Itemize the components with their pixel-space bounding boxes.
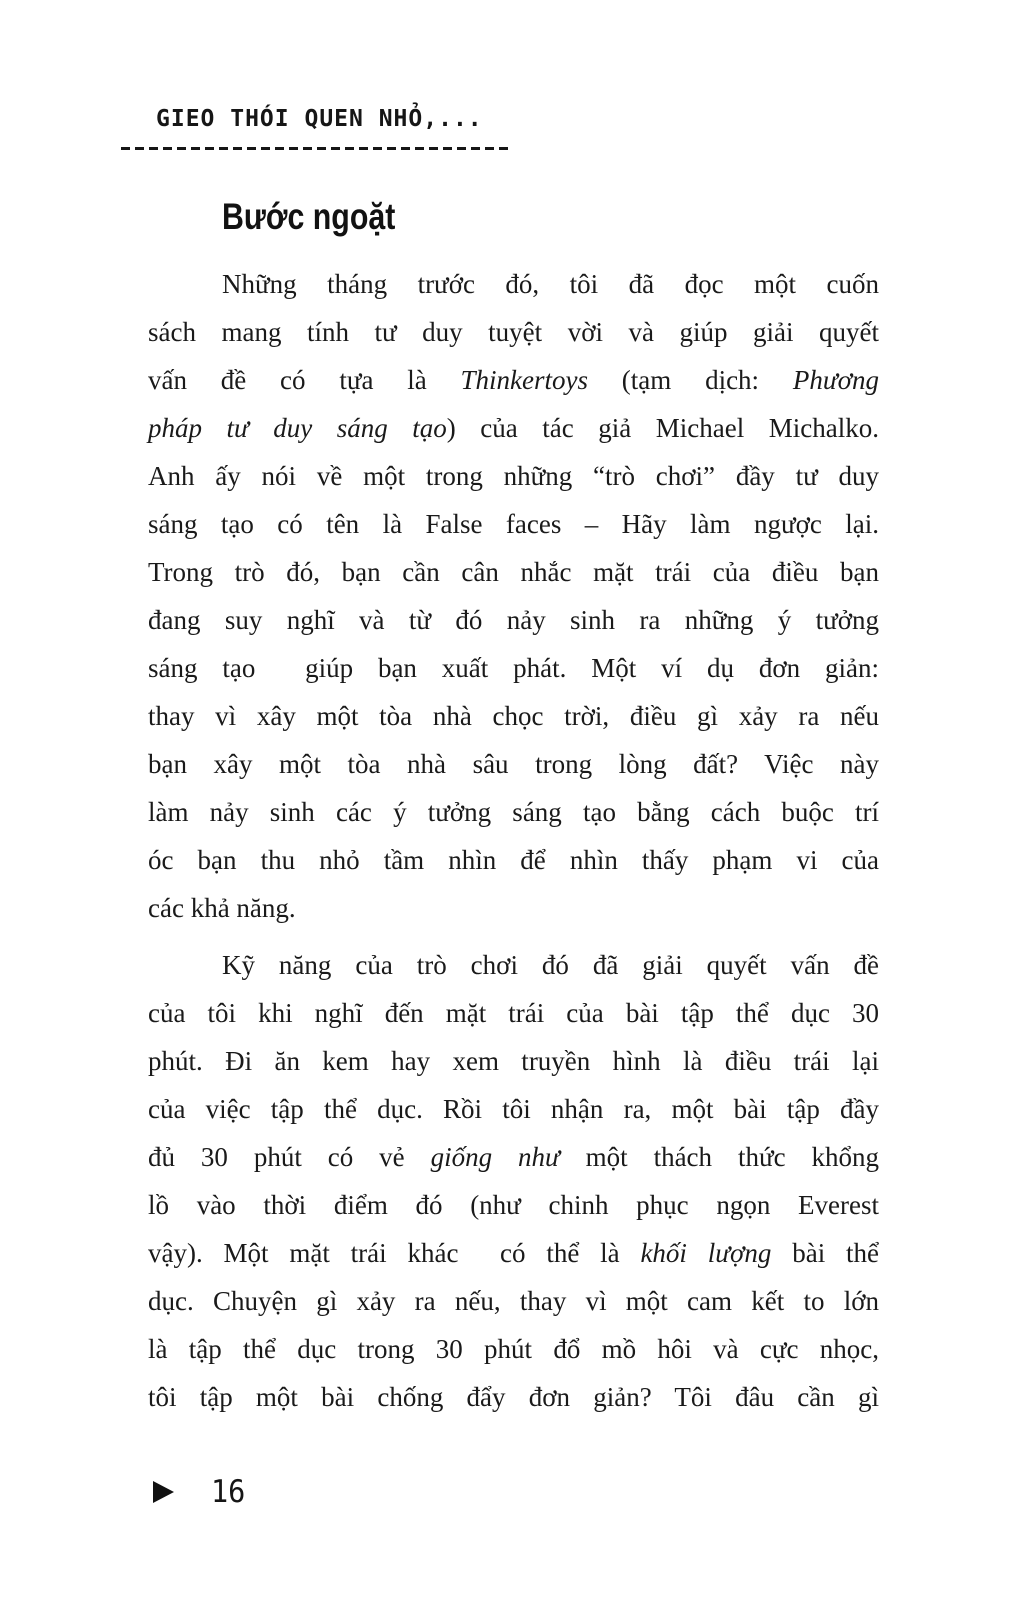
italic-text-segment: pháp tư duy sáng tạo [148,413,447,443]
text-segment: óc bạn thu nhỏ tầm nhìn để nhìn thấy phạm vi của [148,845,879,875]
text-segment: sáng tạo giúp bạn xuất phát. Một ví dụ đơn giản: [148,653,879,683]
section-heading: Bước ngoặt [222,196,396,237]
text-segment: là tập thể dục trong 30 phút đổ mồ hôi và cực nhọc, [148,1334,879,1364]
text-line [148,644,879,692]
text-segment: dục. Chuyện gì xảy ra nếu, thay vì một cam kết to lớn [148,1286,879,1316]
text-line [148,740,879,788]
text-segment: Những tháng trước đó, tôi đã đọc một cuốn [222,269,879,299]
text-line [148,692,879,740]
text-segment: lồ vào thời điểm đó (như chinh phục ngọn Everest [148,1190,879,1220]
text-line [148,1373,879,1421]
text-segment: làm nảy sinh các ý tưởng sáng tạo bằng cách buộc trí [148,797,879,827]
italic-text-segment: Thinkertoys [460,365,589,395]
text-segment: phút. Đi ăn kem hay xem truyền hình là điều trái lại [148,1046,879,1076]
text-segment: Kỹ năng của trò chơi đó đã giải quyết vấn đề [222,950,879,980]
text-line [148,836,879,884]
text-line [148,941,879,989]
text-segment: (tạm dịch: [588,365,793,395]
text-line [148,452,879,500]
text-line [148,1229,879,1277]
text-segment: Anh ấy nói về một trong những “trò chơi” đầy tư duy [148,461,879,491]
text-segment: ) của tác giả Michael Michalko. [446,413,879,443]
italic-text-segment: khối lượng [640,1238,772,1268]
text-line [148,404,879,452]
text-line [148,356,879,404]
text-segment: vấn đề có tựa là [148,365,461,395]
text-line [148,1037,879,1085]
text-line [148,1085,879,1133]
text-line [148,500,879,548]
text-line [148,548,879,596]
running-head: GIEO THÓI QUEN NHỎ,... [156,106,483,132]
text-segment: Trong trò đó, bạn cần cân nhắc mặt trái của điều bạn [148,557,879,587]
text-segment: của tôi khi nghĩ đến mặt trái của bài tập thể dục 30 [148,998,879,1028]
italic-text-segment: giống như [430,1142,560,1172]
text-line [148,884,879,932]
text-segment: tôi tập một bài chống đẩy đơn giản? Tôi đâu cần gì [148,1382,879,1412]
text-segment: thay vì xây một tòa nhà chọc trời, điều gì xảy ra nếu [148,701,879,731]
text-line [148,1181,879,1229]
text-segment: bài thể [771,1238,879,1268]
text-segment: sáng tạo có tên là False faces – Hãy làm ngược lại. [148,509,879,539]
dashed-rule-divider [121,147,509,150]
text-segment: các khả năng. [148,893,296,923]
text-line [148,308,879,356]
text-line [148,1133,879,1181]
body-text [148,260,879,1421]
page-number: 16 [211,1474,246,1510]
text-segment: một thách thức khổng [559,1142,880,1172]
text-line [148,260,879,308]
paragraph [148,941,879,1421]
text-segment: bạn xây một tòa nhà sâu trong lòng đất? Việc này [148,749,879,779]
text-segment: vậy). Một mặt trái khác có thể là [148,1238,641,1268]
text-line [148,989,879,1037]
text-segment: sách mang tính tư duy tuyệt vời và giúp giải quyết [148,317,879,347]
paragraph [148,260,879,932]
text-line [148,1277,879,1325]
play-triangle-icon [153,1481,174,1503]
text-line [148,1325,879,1373]
text-segment: đủ 30 phút có vẻ [148,1142,431,1172]
text-segment: của việc tập thể dục. Rồi tôi nhận ra, một bài tập đầy [148,1094,879,1124]
text-line [148,596,879,644]
text-line [148,788,879,836]
italic-text-segment: Phương [792,365,879,395]
page-footer [153,1474,248,1510]
text-segment: đang suy nghĩ và từ đó nảy sinh ra những ý tưởng [148,605,879,635]
